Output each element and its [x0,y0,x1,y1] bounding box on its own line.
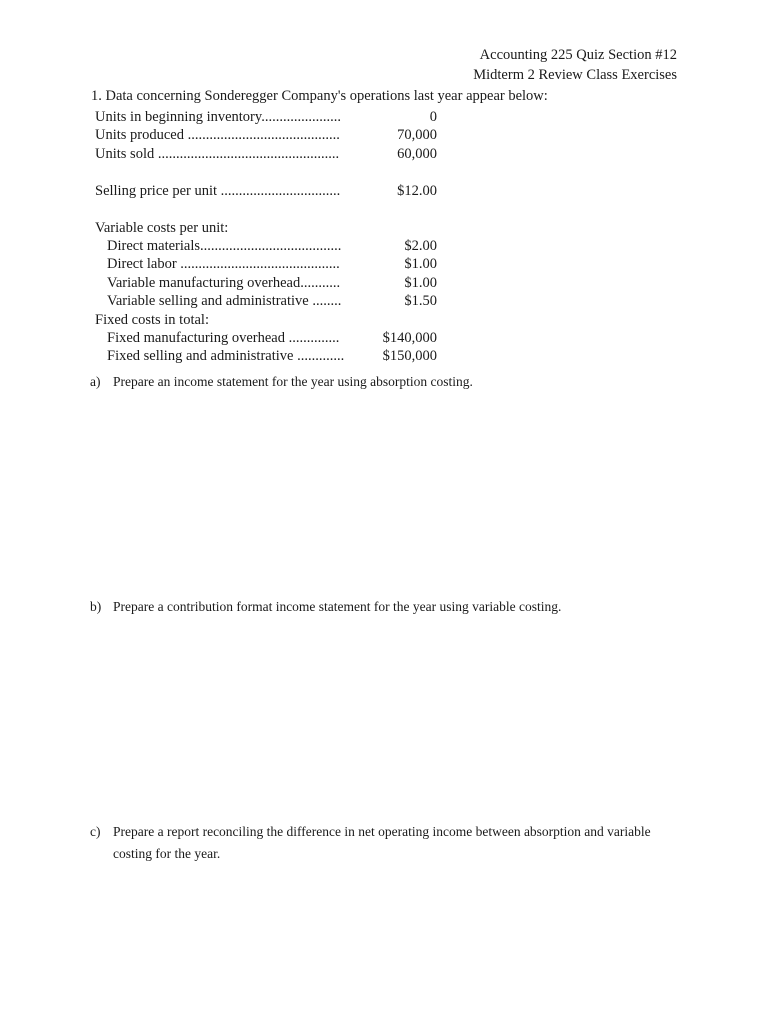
row-label: Direct labor ............................................ [107,256,340,272]
row-label: Selling price per unit ................................. [95,183,341,199]
question-letter: c) [90,824,101,839]
question-text: Prepare an income statement for the year using absorption costing. [113,374,473,389]
variable-costs-heading: Variable costs per unit: [95,220,229,236]
course-title: Accounting 225 Quiz Section #12 [479,47,677,63]
question-text: Prepare a contribution format income statement for the year using variable costing. [113,599,562,614]
data-row [107,347,437,365]
row-label: Fixed manufacturing overhead .............. [107,330,340,346]
data-row [107,329,437,347]
row-label: Fixed selling and administrative ............. [107,348,345,364]
data-row [107,255,437,273]
data-row [95,182,437,200]
row-value: $2.00 [404,238,437,254]
row-label: Units produced .......................................... [95,127,340,143]
row-value: $150,000 [382,348,437,364]
section-heading [95,219,437,237]
row-value: $1.50 [404,293,437,309]
row-value: 70,000 [397,127,437,143]
fixed-costs-heading: Fixed costs in total: [95,312,209,328]
row-label: Units in beginning inventory...................... [95,109,341,125]
data-row [95,145,437,163]
data-row [107,292,437,310]
row-label: Variable manufacturing overhead........... [107,275,341,291]
row-value: $12.00 [397,183,437,199]
data-row [107,237,437,255]
question-letter: b) [90,599,102,614]
row-value: $1.00 [404,256,437,272]
row-label: Direct materials....................................... [107,238,342,254]
section-heading [95,311,437,329]
row-value: $140,000 [382,330,437,346]
row-value: $1.00 [404,275,437,291]
data-row [107,274,437,292]
row-value: 60,000 [397,146,437,162]
question-letter: a) [90,374,101,389]
data-row [95,126,437,144]
row-value: 0 [429,109,437,125]
row-label: Units sold .................................................. [95,146,340,162]
document-header [473,45,677,85]
document-subtitle: Midterm 2 Review Class Exercises [473,67,677,83]
problem-intro: 1. Data concerning Sonderegger Company's operations last year appear below: [91,88,548,104]
data-row [95,108,437,126]
question-text: Prepare a report reconciling the difference in net operating income between absorption and variable costing for the year. [113,824,651,861]
row-label: Variable selling and administrative ........ [107,293,342,309]
